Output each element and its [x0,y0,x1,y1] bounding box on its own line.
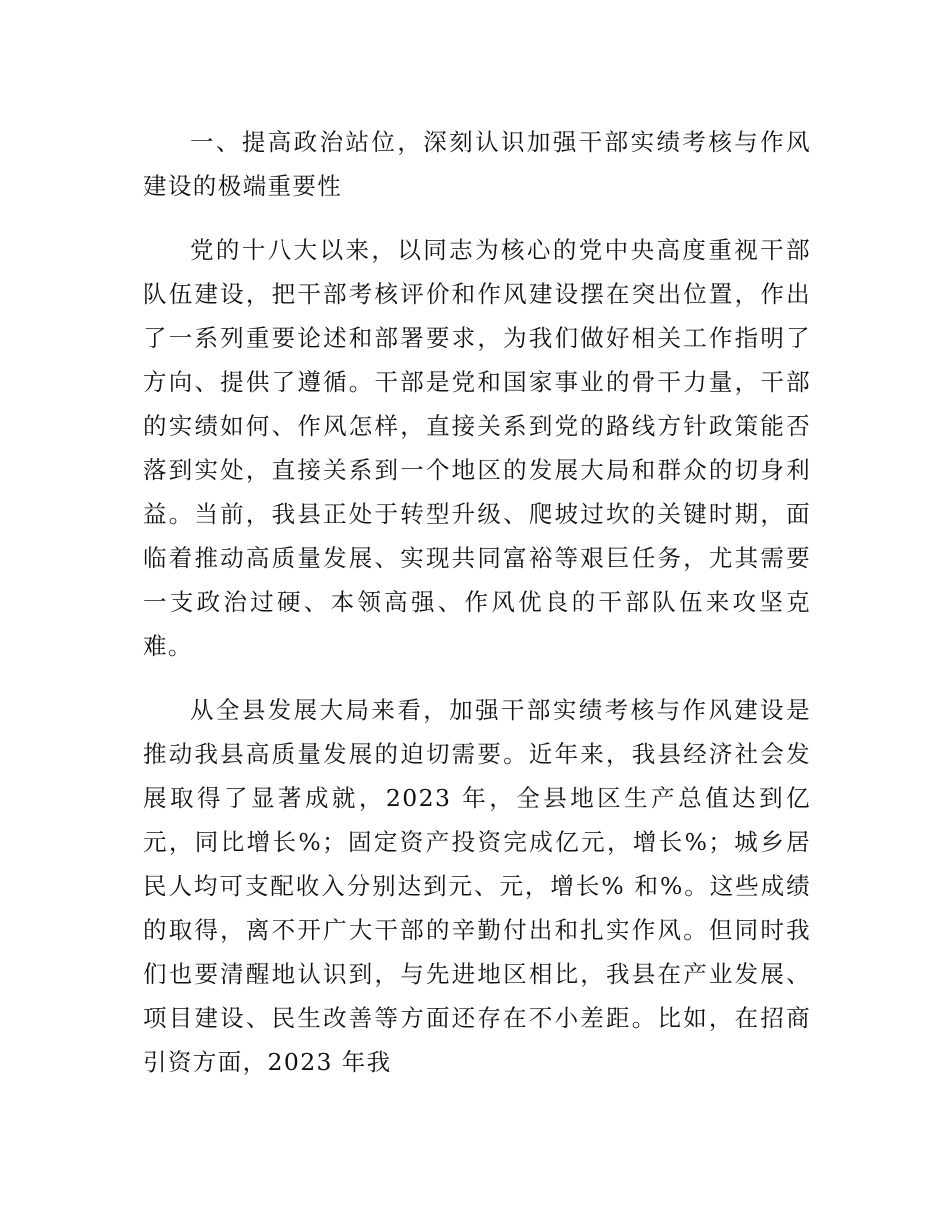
document-body [143,120,811,1104]
section-heading: 一、提高政治站位，深刻认识加强干部实绩考核与作风建设的极端重要性 [143,128,811,200]
paragraph: 党的十八大以来，以同志为核心的党中央高度重视干部队伍建设，把干部考核评价和作风建设摆在突出位置，作出了一系列重要论述和部署要求，为我们做好相关工作指明了方向、提供了遵循。干部是党和国家事业的骨干力量，干部的实绩如何、作风怎样，直接关系到党的路线方针政策能否落到实处，直接关系到一个地区的发展大局和群众的切身利益。当前，我县正处于转型升级、爬坡过坎的关键时期，面临着推动高质量发展、实现共同富裕等艰巨任务，尤其需要一支政治过硬、本领高强、作风优良的干部队伍来攻坚克难。 [143,236,811,660]
paragraph: 从全县发展大局来看，加强干部实绩考核与作风建设是推动我县高质量发展的迫切需要。近年来，我县经济社会发展取得了显著成就，2023 年，全县地区生产总值达到亿元，同比增长%；固定资产投资完成亿元，增长%；城乡居民人均可支配收入分别达到元、元，增长% 和%。这些成绩的取得，离不开广大干部的辛勤付出和扎实作风。但同时我们也要清醒地认识到，与先进地区相比，我县在产业发展、项目建设、民生改善等方面还存在不小差距。比如，在招商引资方面，2023 年我 [143,696,811,1076]
